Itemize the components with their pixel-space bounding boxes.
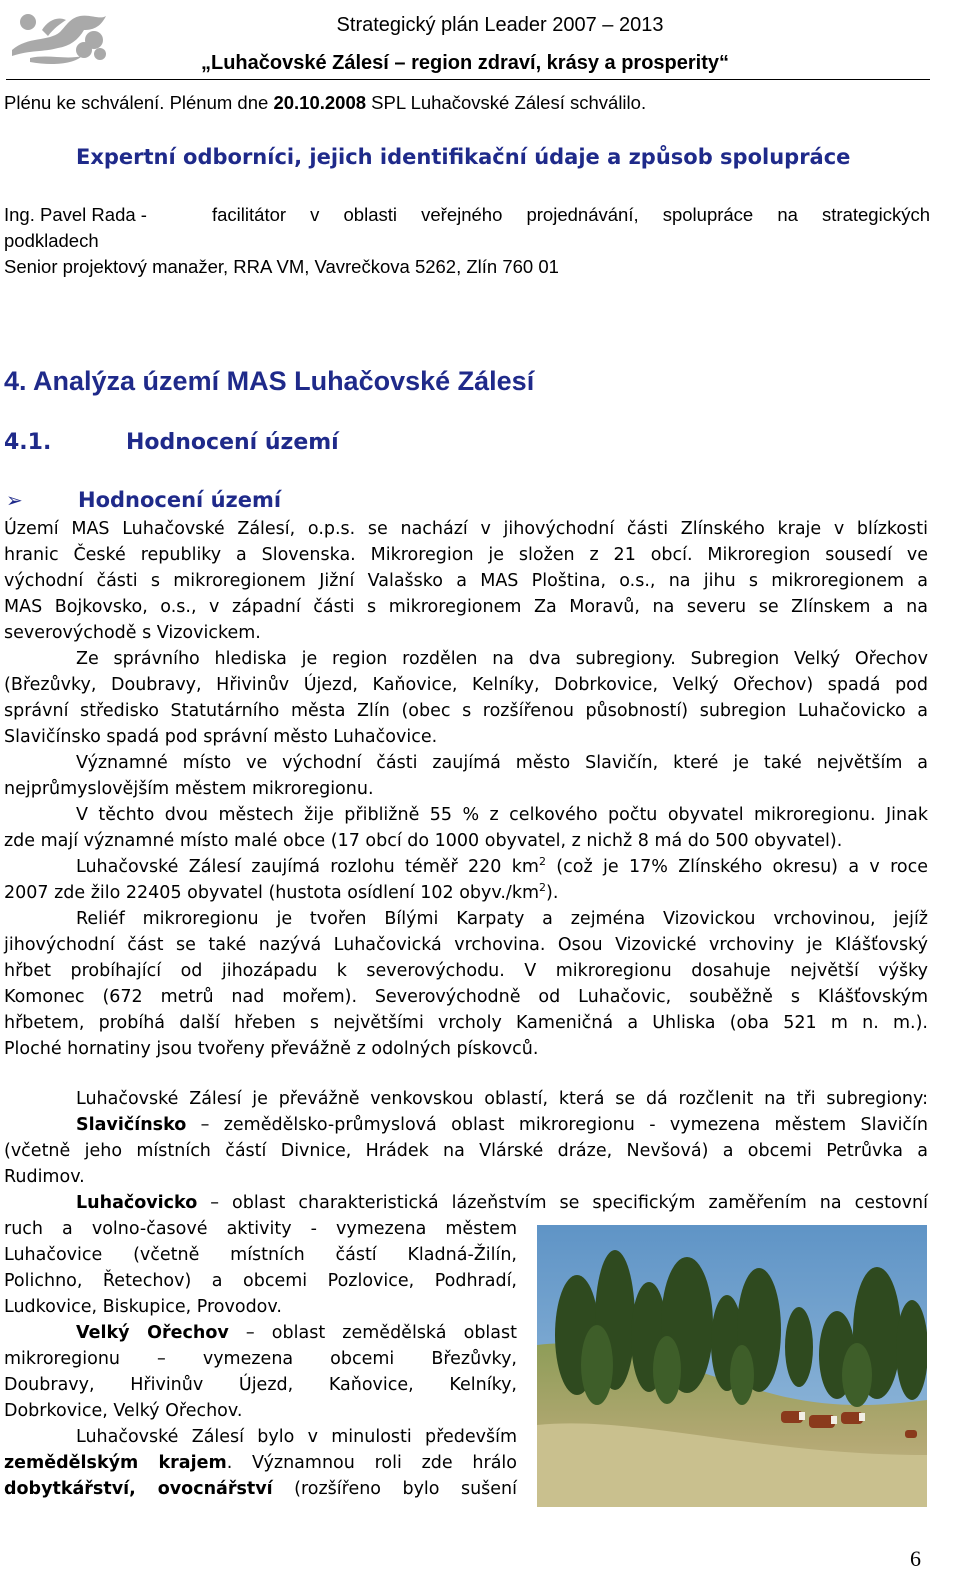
header-rule bbox=[6, 79, 930, 80]
body-line: Luhačovské Zálesí bylo v minulosti především bbox=[76, 1427, 517, 1447]
subregion-slavicinsko: Slavičínsko – zemědělsko-průmyslová oblast mikroregionu - vymezena městem Slavičín bbox=[76, 1115, 928, 1135]
expert-name: Ing. Pavel Rada - bbox=[4, 204, 147, 225]
body-line: Reliéf mikroregionu je tvořen Bílými Karpaty a zejména Vizovickou vrchovinou, jejíž bbox=[76, 909, 928, 929]
body-line: (včetně jeho místních částí Divnice, Hrádek na Vlárské dráze, Nevšová) a obcemi Petrůvka a bbox=[4, 1141, 928, 1161]
body-line: Rudimov. bbox=[4, 1167, 85, 1187]
body-line: V těchto dvou městech žije přibližně 55 % z celkového počtu obyvatel mikroregionu. Jinak bbox=[76, 805, 928, 825]
expert-role-cont: podkladech bbox=[4, 230, 99, 251]
body-line: MAS Bojkovsko, o.s., v západní části s mikroregionem Za Moravů, na severu se Zlínskem a na bbox=[4, 597, 928, 617]
body-line: Luhačovice (včetně místních částí Kladná-Žilín, bbox=[4, 1245, 517, 1265]
expert-position: Senior projektový manažer, RRA VM, Vavrečkova 5262, Zlín 760 01 bbox=[4, 256, 559, 277]
subsection-number: 4.1. bbox=[4, 430, 52, 455]
body-line: hranic České republiky a Slovenska. Mikroregion je složen z 21 obcí. Mikroregion sousedí ve bbox=[4, 545, 928, 565]
body-line: Komonec (672 metrů nad mořem). Severovýchodně od Luhačovic, souběžně s Klášťovským bbox=[4, 987, 928, 1007]
body-line: Dobrkovice, Velký Ořechov. bbox=[4, 1401, 243, 1421]
page-number: 6 bbox=[910, 1546, 921, 1571]
body-line: Doubravy, Hřivinův Újezd, Kaňovice, Kelníky, bbox=[4, 1375, 517, 1395]
body-line: Polichno, Řetechov) a obcemi Pozlovice, Podhradí, bbox=[4, 1271, 517, 1291]
body-line: nejprůmyslovějším městem mikroregionu. bbox=[4, 779, 374, 799]
body-line: Území MAS Luhačovské Zálesí, o.p.s. se nachází v jihovýchodní části Zlínského kraje v blízkosti bbox=[4, 519, 928, 539]
body-line: Ze správního hlediska je region rozdělen na dva subregiony. Subregion Velký Ořechov bbox=[76, 649, 928, 669]
body-line: 2007 zde žilo 22405 obyvatel (hustota osídlení 102 $obyv./km^2$). bbox=[4, 881, 559, 903]
body-line: hřbet probíhající od jihozápadu k severovýchodu. V mikroregionu dosahuje největší výšky bbox=[4, 961, 928, 981]
bullet-heading: Hodnocení území bbox=[78, 488, 282, 512]
subregion-luhacovicko: Luhačovicko – oblast charakteristická lázeňstvím se specifickým zaměřením na cestovní bbox=[76, 1193, 928, 1213]
landscape-photo bbox=[537, 1225, 927, 1507]
body-line: ruch a volno-časové aktivity - vymezena městem bbox=[4, 1219, 517, 1239]
body-line: hřbetem, probíhá další hřeben s největšími vrcholy Kameničná a Uhliska (oba 521 m n. m.). bbox=[4, 1013, 928, 1033]
leader-logo bbox=[8, 6, 114, 68]
approval-text: Plénu ke schválení. Plénum dne 20.10.2008 SPL Luhačovské Zálesí schválilo. bbox=[4, 92, 647, 113]
subregion-velky-orechov: Velký Ořechov – oblast zemědělská oblast bbox=[76, 1323, 517, 1343]
body-line: zde mají významné místo malé obce (17 obcí do 1000 obyvatel, z nichž 8 má do 500 obyvatel). bbox=[4, 831, 843, 851]
subsection-title: Hodnocení území bbox=[126, 430, 339, 455]
document-header-title: Strategický plán Leader 2007 – 2013 bbox=[336, 14, 664, 36]
document-header-subtitle: „Luhačovské Zálesí – region zdraví, krásy a prosperity“ bbox=[201, 52, 729, 74]
body-line: správní středisko Statutárního města Zlín (obec s rozšířenou působností) subregion Luhačovicko a bbox=[4, 701, 928, 721]
expert-role: facilitátor v oblasti veřejného projednávání, spolupráce na strategických bbox=[212, 204, 930, 225]
body-line: Významné místo ve východní části zaujímá město Slavičín, které je také největším a bbox=[76, 753, 928, 773]
body-line: severovýchodě s Vizovickem. bbox=[4, 623, 261, 643]
body-line: jihovýchodní část se také nazývá Luhačovická vrchovina. Osou Vizovické vrchoviny je Klášťovský bbox=[4, 935, 928, 955]
body-line: dobytkářství, ovocnářství (rozšířeno bylo sušení bbox=[4, 1479, 517, 1499]
body-line: mikroregionu – vymezena obcemi Březůvky, bbox=[4, 1349, 517, 1369]
body-line: Ludkovice, Biskupice, Provodov. bbox=[4, 1297, 282, 1317]
body-line: zemědělským krajem. Významnou roli zde hrálo bbox=[4, 1453, 517, 1473]
section-title: 4. Analýza území MAS Luhačovské Zálesí bbox=[4, 366, 535, 396]
experts-heading: Expertní odborníci, jejich identifikační údaje a způsob spolupráce bbox=[76, 145, 851, 169]
body-line: Luhačovské Zálesí zaujímá rozlohu téměř 220 $km^2$ (což je 17% Zlínského okresu) a v roce bbox=[76, 855, 928, 877]
body-line: Slavičínsko spadá pod správní město Luhačovice. bbox=[4, 727, 438, 747]
subregions-intro: Luhačovské Zálesí je převážně venkovskou oblastí, která se dá rozčlenit na tři subregiony: bbox=[76, 1089, 928, 1109]
body-line: Ploché hornatiny jsou tvořeny převážně z odolných pískovců. bbox=[4, 1039, 539, 1059]
bullet-arrow-icon: ➢ bbox=[6, 488, 23, 512]
body-line: (Březůvky, Doubravy, Hřivinův Újezd, Kaňovice, Kelníky, Dobrkovice, Velký Ořechov) spadá pod bbox=[4, 675, 928, 695]
body-line: východní části s mikroregionem Jižní Valašsko a MAS Ploština, o.s., na jihu s mikroregionem a bbox=[4, 571, 928, 591]
